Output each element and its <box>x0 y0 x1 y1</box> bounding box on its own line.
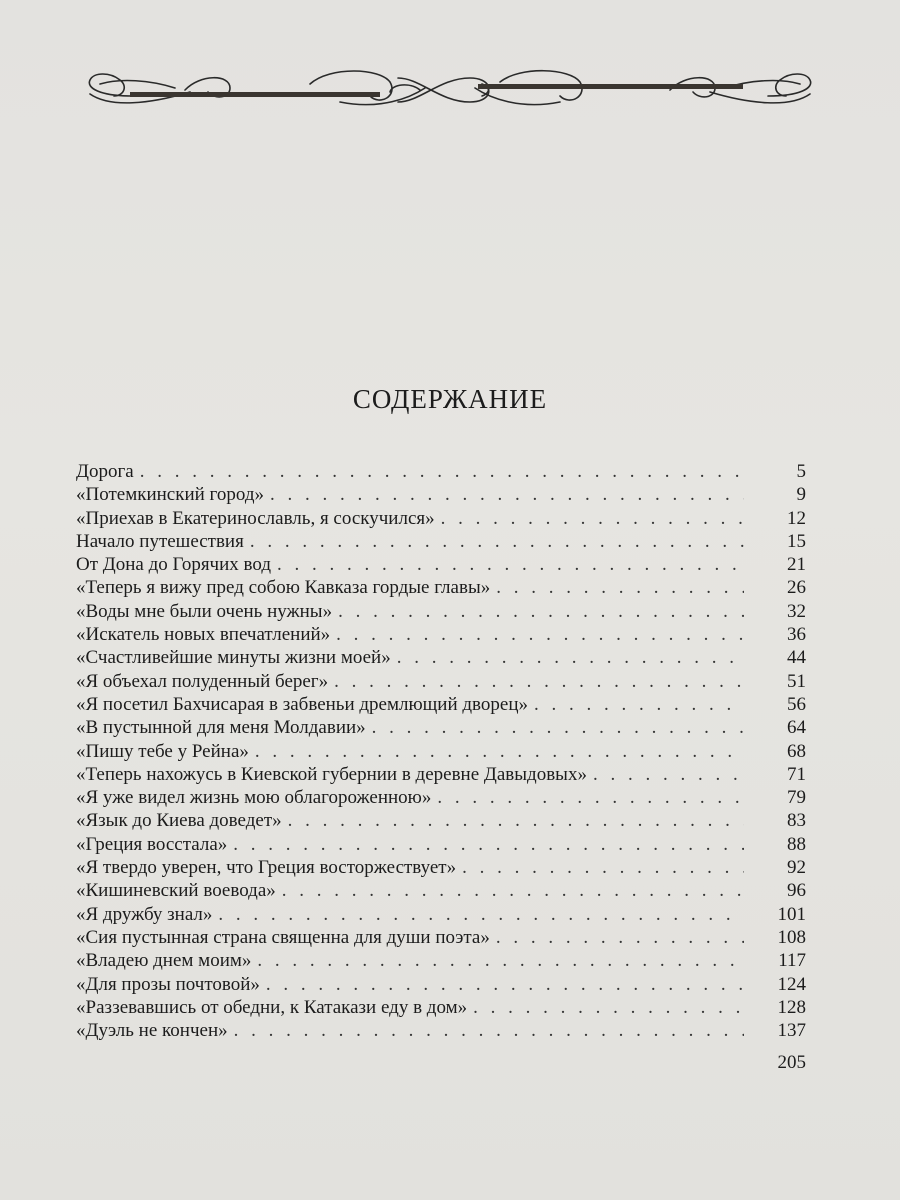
toc-entry-title: «Я посетил Бахчисарая в забвеньи дремлющий дворец» <box>76 693 529 715</box>
toc-entry <box>76 926 806 949</box>
dot-leader <box>140 460 744 483</box>
toc-entry-title: «Греция восстала» <box>76 833 228 855</box>
toc-entry-page: 21 <box>787 554 806 576</box>
toc-entry-page: 79 <box>787 787 806 809</box>
toc-entry <box>76 530 806 553</box>
toc-entry-title: «Я объехал полуденный берег» <box>76 670 329 692</box>
dot-leader <box>462 856 744 879</box>
dot-leader <box>473 996 744 1019</box>
toc-entry-title: «Кишиневский воевода» <box>76 880 276 902</box>
toc-entry-page: 137 <box>777 1020 806 1042</box>
toc-entry <box>76 763 806 786</box>
toc-entry-title: «Язык до Киева доведет» <box>76 810 282 832</box>
flourish-divider-icon <box>80 62 820 122</box>
toc-entry <box>76 483 806 506</box>
toc-entry-title: «Потемкинский город» <box>76 484 264 506</box>
toc-entry <box>76 507 806 530</box>
dot-leader <box>233 833 744 856</box>
toc-entry <box>76 809 806 832</box>
dot-leader <box>282 879 744 902</box>
toc-entry <box>76 646 806 669</box>
toc-entry-title: «Сия пустынная страна священна для души поэта» <box>76 926 490 948</box>
toc-entry-page: 64 <box>787 717 806 739</box>
toc-entry-title: «Теперь я вижу пред собою Кавказа гордые главы» <box>76 577 491 599</box>
toc-entry-title: «Я твердо уверен, что Греция восторжествует» <box>76 857 457 879</box>
dot-leader <box>496 926 744 949</box>
toc-entry-page: 92 <box>787 857 806 879</box>
toc-entry <box>76 623 806 646</box>
toc-entry <box>76 949 806 972</box>
dot-leader <box>255 740 744 763</box>
toc-entry-page: 56 <box>787 693 806 715</box>
toc-entry-title: «Я уже видел жизнь мою облагороженною» <box>76 787 432 809</box>
page-number: 205 <box>777 1052 806 1073</box>
toc-entry <box>76 833 806 856</box>
dot-leader <box>441 507 744 530</box>
toc-entry-page: 83 <box>787 810 806 832</box>
toc-entry <box>76 973 806 996</box>
toc-entry-page: 15 <box>787 530 806 552</box>
dot-leader <box>397 646 744 669</box>
toc-entry-page: 32 <box>787 600 806 622</box>
toc-entry <box>76 996 806 1019</box>
toc-entry-page: 101 <box>777 903 806 925</box>
dot-leader <box>593 763 744 786</box>
page-title: СОДЕРЖАНИЕ <box>352 384 548 414</box>
toc-entry <box>76 460 806 483</box>
toc-entry <box>76 600 806 623</box>
toc-entry-page: 44 <box>787 647 806 669</box>
dot-leader <box>257 949 744 972</box>
toc-entry-title: «Раззевавшись от обедни, к Катакази еду в дом» <box>76 996 468 1018</box>
toc-entry-title: «Владею днем моим» <box>76 950 252 972</box>
toc-entry <box>76 740 806 763</box>
toc-entry-title: Дорога <box>76 461 134 482</box>
toc-entry-title: «Пишу тебе у Рейна» <box>76 740 249 762</box>
toc-entry-title: «Дуэль не кончен» <box>76 1020 228 1042</box>
dot-leader <box>534 693 744 716</box>
dot-leader <box>270 483 744 506</box>
dot-leader <box>496 576 744 599</box>
dot-leader <box>334 670 744 693</box>
toc-entry <box>76 903 806 926</box>
dot-leader <box>437 786 744 809</box>
toc-entry-title: «Счастливейшие минуты жизни моей» <box>76 647 391 669</box>
toc-entry <box>76 1019 806 1042</box>
dot-leader <box>372 716 744 739</box>
dot-leader <box>250 530 744 553</box>
toc-entry-title: «Для прозы почтовой» <box>76 973 260 995</box>
toc-entry <box>76 716 806 739</box>
toc-entry-page: 88 <box>787 833 806 855</box>
toc-entry-page: 128 <box>777 996 806 1018</box>
toc-entry-page: 36 <box>787 624 806 646</box>
toc-entry <box>76 879 806 902</box>
toc-entry-page: 12 <box>787 507 806 529</box>
dot-leader <box>277 553 744 576</box>
toc-entry-page: 9 <box>796 484 806 506</box>
toc-entry-title: «В пустынной для меня Молдавии» <box>76 717 366 739</box>
toc-entry <box>76 576 806 599</box>
dot-leader <box>288 809 744 832</box>
toc-entry <box>76 786 806 809</box>
toc-entry-page: 51 <box>787 670 806 692</box>
toc-entry-title: «Я дружбу знал» <box>76 903 213 925</box>
toc-entry-page: 117 <box>778 950 806 972</box>
toc-entry-page: 68 <box>787 740 806 762</box>
toc-entry-title: «Приехав в Екатеринославль, я соскучился» <box>76 507 435 529</box>
toc-entry-page: 5 <box>796 461 806 482</box>
dot-leader <box>338 600 744 623</box>
toc-entry-page: 26 <box>787 577 806 599</box>
dot-leader <box>266 973 744 996</box>
toc-entry <box>76 856 806 879</box>
dot-leader <box>234 1019 744 1042</box>
dot-leader <box>336 623 744 646</box>
toc-entry-title: «Теперь нахожусь в Киевской губернии в деревне Давыдовых» <box>76 763 587 785</box>
toc-entry <box>76 670 806 693</box>
dot-leader <box>218 903 744 926</box>
toc-entry-page: 96 <box>787 880 806 902</box>
toc-entry-title: От Дона до Горячих вод <box>76 554 271 576</box>
toc-entry-title: «Воды мне были очень нужны» <box>76 600 333 622</box>
toc-entry <box>76 553 806 576</box>
toc-entry-title: «Искатель новых впечатлений» <box>76 624 331 646</box>
toc-entry-title: Начало путешествия <box>76 530 244 552</box>
toc-entry-page: 108 <box>777 926 806 948</box>
toc-entry-page: 124 <box>777 973 806 995</box>
toc-entry-page: 71 <box>787 763 806 785</box>
table-of-contents <box>76 460 806 1042</box>
toc-entry <box>76 693 806 716</box>
